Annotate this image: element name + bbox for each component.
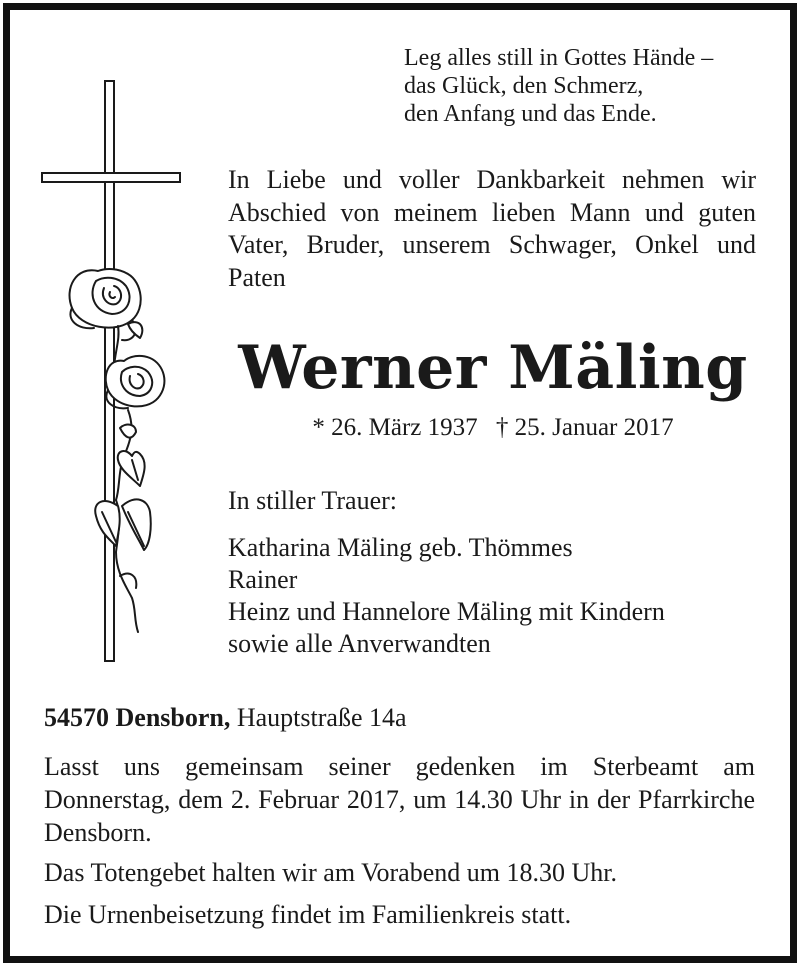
death-date: † 25. Januar 2017	[495, 414, 674, 441]
rose-icon	[70, 269, 165, 632]
address-street: Hauptstraße 14a	[236, 703, 407, 732]
poem	[404, 44, 764, 128]
address-city: 54570 Densborn,	[44, 703, 231, 732]
poem-line: das Glück, den Schmerz,	[404, 73, 644, 99]
mourner-entry: Heinz und Hannelore Mäling mit Kindern	[228, 597, 665, 626]
deceased-name: Werner Mäling	[238, 333, 748, 403]
life-dates	[228, 412, 758, 444]
address	[44, 702, 764, 734]
birth-date: * 26. März 1937	[312, 414, 478, 441]
mourners-list	[228, 532, 758, 660]
poem-line: den Anfang und das Ende.	[404, 101, 657, 127]
burial-notice: Die Urnenbeisetzung findet im Familienkreis statt.	[44, 900, 572, 929]
cross-with-roses-illustration	[36, 76, 226, 676]
mourner-entry: Katharina Mäling geb. Thömmes	[228, 533, 573, 562]
mourner-entry: Rainer	[228, 565, 298, 594]
mourners-heading: In stiller Trauer:	[228, 486, 397, 515]
poem-line: Leg alles still in Gottes Hände –	[404, 45, 714, 71]
prayer-notice: Das Totengebet halten wir am Vorabend um 18.30 Uhr.	[44, 858, 617, 887]
intro-text: In Liebe und voller Dankbarkeit nehmen wir Abschied von meinem lieben Mann und guten Vater, Bruder, unserem Schwager, Onkel und Paten	[228, 165, 756, 292]
mourner-entry: sowie alle Anverwandten	[228, 629, 491, 658]
service-notice: Lasst uns gemeinsam seiner gedenken im Sterbeamt am Donnerstag, dem 2. Februar 2017, um 14.30 Uhr in der Pfarrkirche Densborn.	[44, 752, 755, 847]
